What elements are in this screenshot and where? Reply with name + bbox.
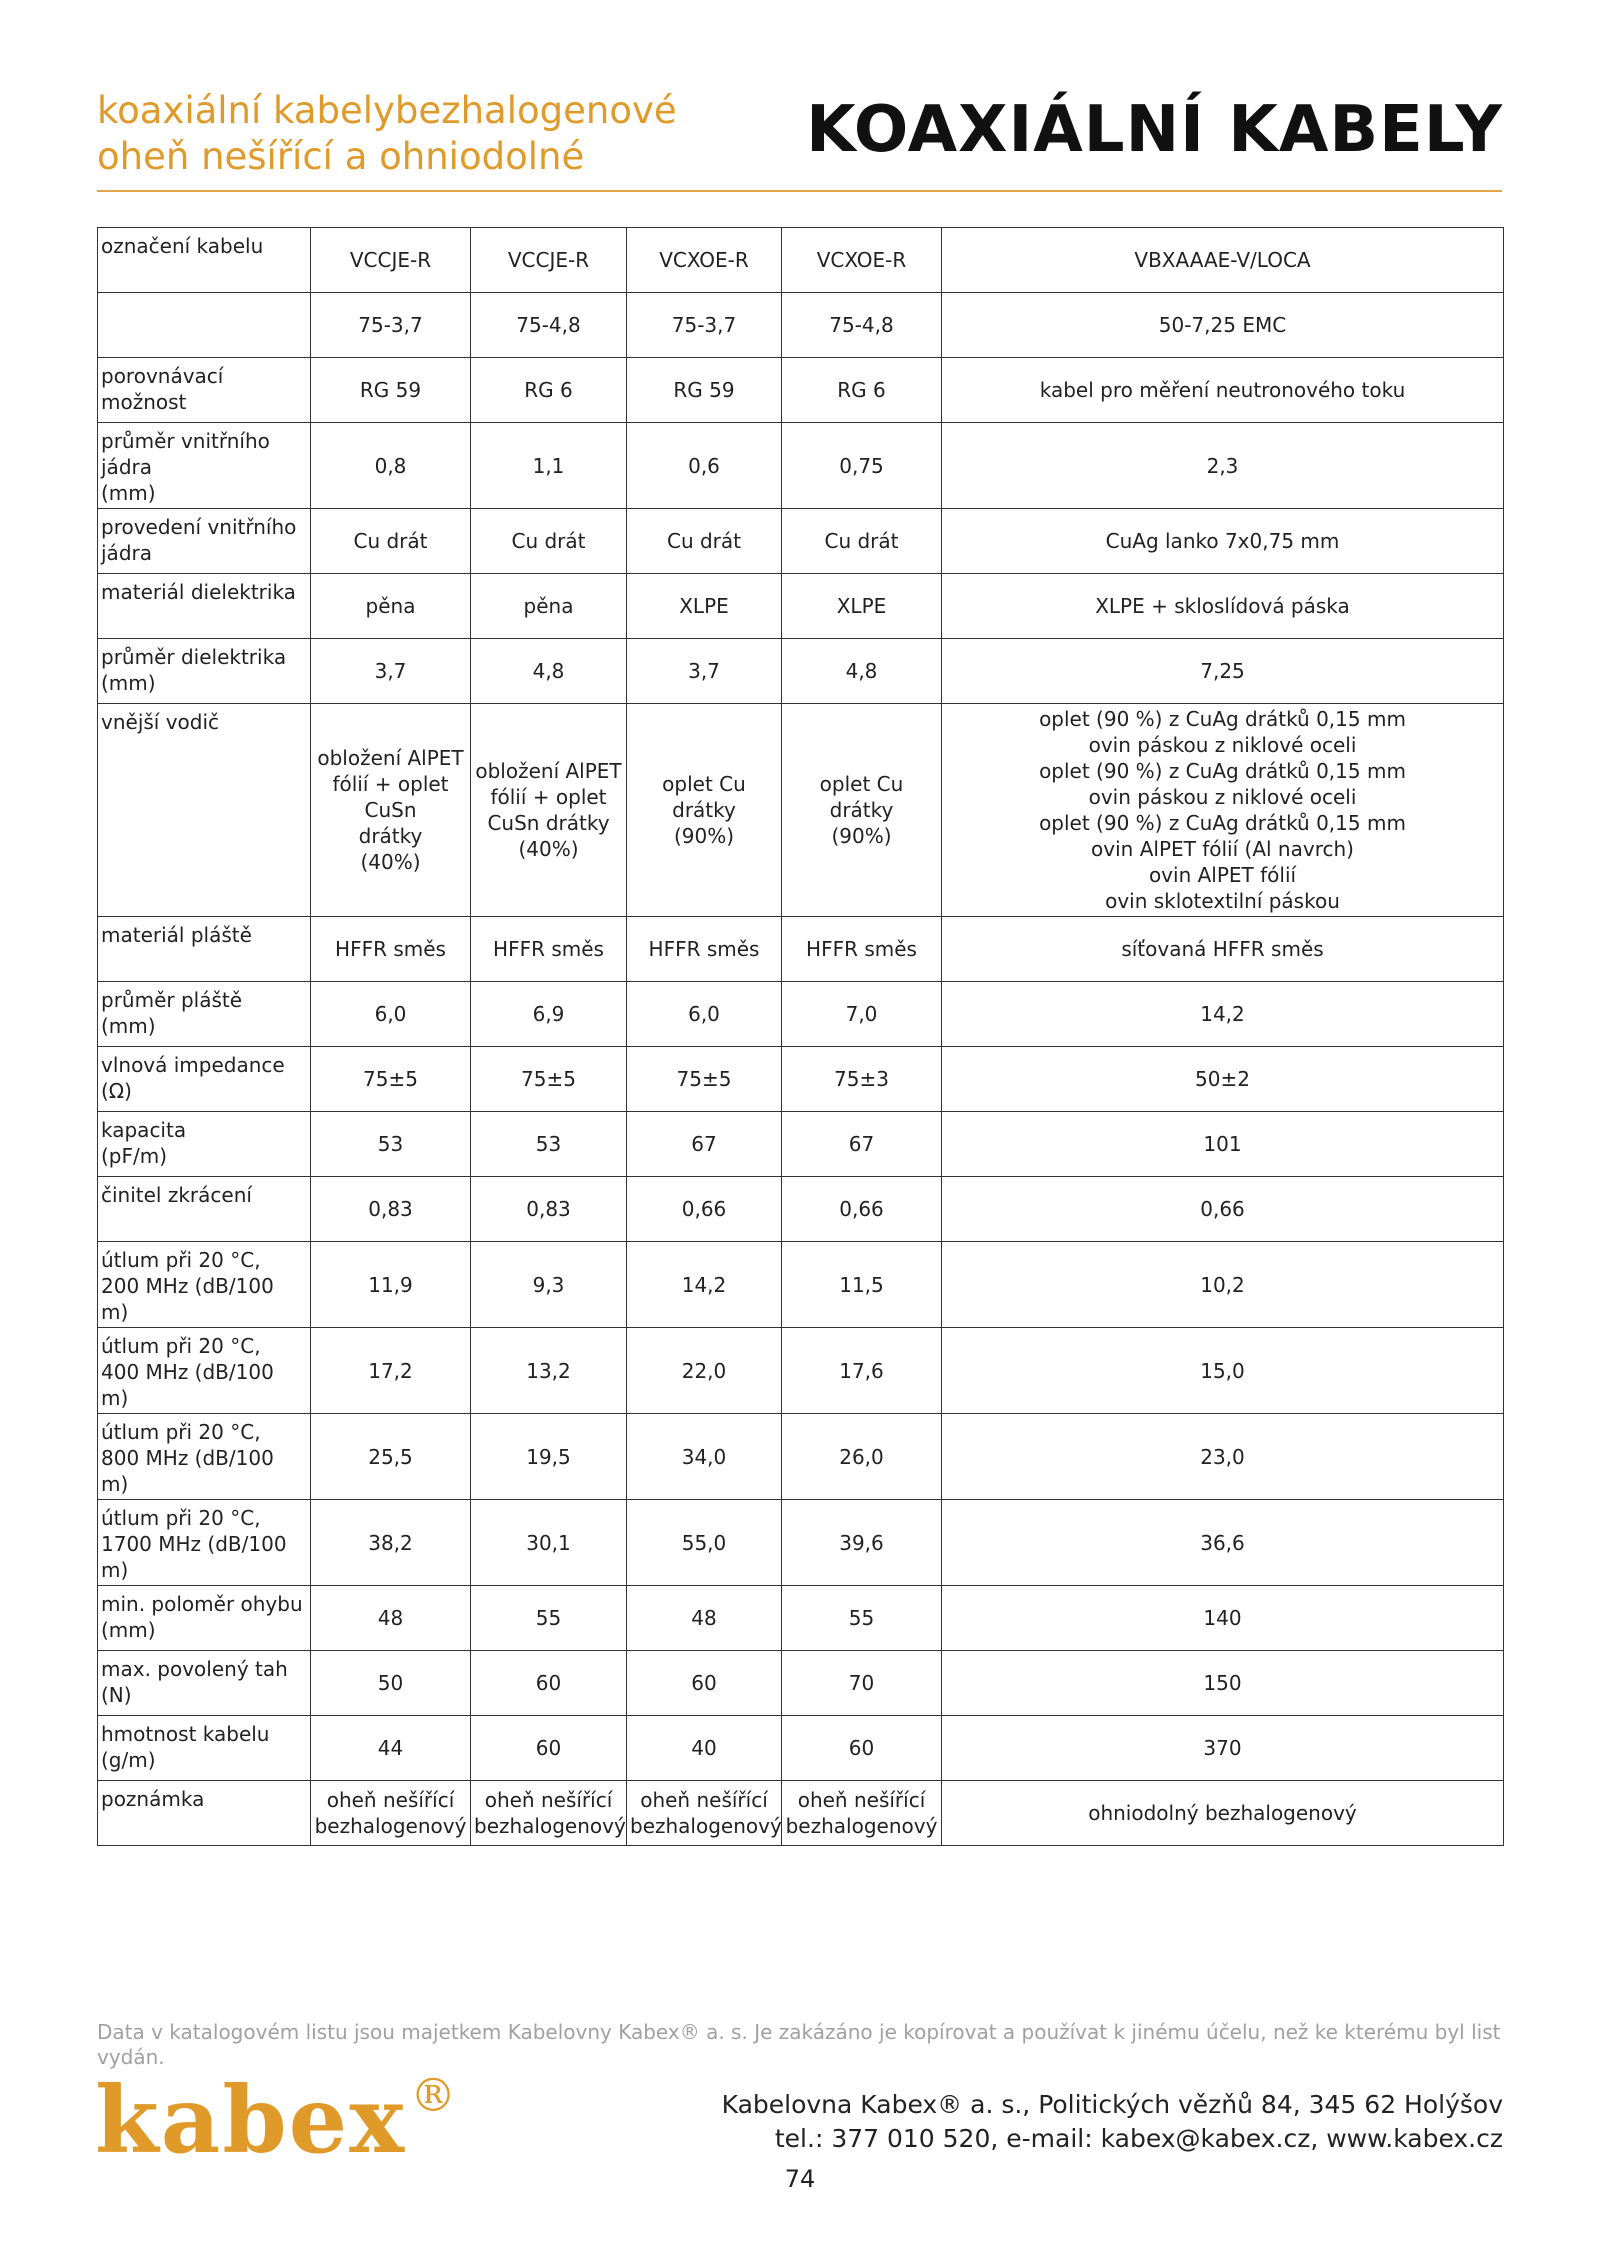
table-cell: 0,83 — [311, 1177, 471, 1242]
row-label-cell: provedení vnitřního jádra — [98, 509, 311, 574]
subtitle-line-2: oheň nešířící a ohniodolné — [97, 135, 585, 178]
table-row — [98, 704, 1504, 917]
table-cell: 0,8 — [311, 423, 471, 509]
table-cell: 39,6 — [782, 1500, 942, 1586]
table-cell: VCCJE-R — [311, 228, 471, 293]
row-label-cell: materiál pláště — [98, 917, 311, 982]
table-cell: 19,5 — [471, 1414, 627, 1500]
table-cell: RG 6 — [782, 358, 942, 423]
table-cell: 38,2 — [311, 1500, 471, 1586]
table-cell: RG 59 — [627, 358, 782, 423]
table-row — [98, 358, 1504, 423]
table-cell: 75-4,8 — [782, 293, 942, 358]
table-cell: HFFR směs — [311, 917, 471, 982]
table-cell: oplet Cu drátky (90%) — [782, 704, 942, 917]
table-cell: HFFR směs — [782, 917, 942, 982]
table-cell: 370 — [942, 1716, 1504, 1781]
table-cell: ohniodolný bezhalogenový — [942, 1781, 1504, 1846]
table-cell: 55,0 — [627, 1500, 782, 1586]
table-row — [98, 1242, 1504, 1328]
table-cell: 17,6 — [782, 1328, 942, 1414]
row-label-cell: útlum při 20 °C, 200 MHz (dB/100 m) — [98, 1242, 311, 1328]
table-cell: 50±2 — [942, 1047, 1504, 1112]
table-row — [98, 1651, 1504, 1716]
table-row — [98, 1781, 1504, 1846]
table-cell: 22,0 — [627, 1328, 782, 1414]
table-cell: 4,8 — [471, 639, 627, 704]
spec-table-body — [98, 228, 1504, 1846]
table-cell: 14,2 — [627, 1242, 782, 1328]
spec-table — [97, 227, 1504, 1846]
table-cell: 55 — [782, 1586, 942, 1651]
table-cell: 25,5 — [311, 1414, 471, 1500]
table-cell: 2,3 — [942, 423, 1504, 509]
table-row — [98, 1112, 1504, 1177]
row-label-cell: porovnávací možnost — [98, 358, 311, 423]
table-cell: 26,0 — [782, 1414, 942, 1500]
table-row — [98, 1047, 1504, 1112]
table-cell: VCXOE-R — [627, 228, 782, 293]
table-cell: 10,2 — [942, 1242, 1504, 1328]
page-title: KOAXIÁLNÍ KABELY — [806, 93, 1503, 167]
table-cell: 67 — [627, 1112, 782, 1177]
table-cell: 101 — [942, 1112, 1504, 1177]
table-cell: 67 — [782, 1112, 942, 1177]
kabex-logo — [95, 2066, 457, 2174]
table-cell: 0,66 — [942, 1177, 1504, 1242]
table-cell: XLPE — [627, 574, 782, 639]
row-label-cell: hmotnost kabelu (g/m) — [98, 1716, 311, 1781]
table-cell: 60 — [627, 1651, 782, 1716]
table-cell: 9,3 — [471, 1242, 627, 1328]
table-cell: 17,2 — [311, 1328, 471, 1414]
row-label-cell: útlum při 20 °C, 800 MHz (dB/100 m) — [98, 1414, 311, 1500]
row-label-cell: poznámka — [98, 1781, 311, 1846]
table-row — [98, 1414, 1504, 1500]
table-cell: VBXAAAE-V/LOCA — [942, 228, 1504, 293]
table-cell: 75-3,7 — [627, 293, 782, 358]
table-cell: 60 — [471, 1651, 627, 1716]
table-cell: RG 6 — [471, 358, 627, 423]
table-cell: HFFR směs — [627, 917, 782, 982]
table-cell: 3,7 — [627, 639, 782, 704]
row-label-cell: vnější vodič — [98, 704, 311, 917]
table-cell: 14,2 — [942, 982, 1504, 1047]
table-cell: 6,0 — [311, 982, 471, 1047]
row-label-cell: kapacita (pF/m) — [98, 1112, 311, 1177]
table-row — [98, 917, 1504, 982]
table-row — [98, 1500, 1504, 1586]
table-cell: 75-4,8 — [471, 293, 627, 358]
table-cell: 60 — [471, 1716, 627, 1781]
company-address — [722, 2088, 1503, 2156]
row-label-cell: vlnová impedance (Ω) — [98, 1047, 311, 1112]
table-cell: kabel pro měření neutronového toku — [942, 358, 1504, 423]
row-label-cell: útlum při 20 °C, 1700 MHz (dB/100 m) — [98, 1500, 311, 1586]
row-label-cell: materiál dielektrika — [98, 574, 311, 639]
table-cell: 75±5 — [311, 1047, 471, 1112]
table-cell: 30,1 — [471, 1500, 627, 1586]
table-row — [98, 982, 1504, 1047]
table-cell: oheň nešířící bezhalogenový — [471, 1781, 627, 1846]
table-cell: 140 — [942, 1586, 1504, 1651]
table-cell: oheň nešířící bezhalogenový — [311, 1781, 471, 1846]
table-cell: 6,0 — [627, 982, 782, 1047]
table-row — [98, 293, 1504, 358]
table-cell: 15,0 — [942, 1328, 1504, 1414]
table-cell: XLPE — [782, 574, 942, 639]
row-label-cell: označení kabelu — [98, 228, 311, 293]
table-cell: obložení AlPET fólií + oplet CuSn drátky (40%) — [311, 704, 471, 917]
table-cell: obložení AlPET fólií + oplet CuSn drátky (40%) — [471, 704, 627, 917]
table-cell: VCCJE-R — [471, 228, 627, 293]
table-cell: 0,66 — [627, 1177, 782, 1242]
row-label-cell: max. povolený tah (N) — [98, 1651, 311, 1716]
table-cell: 0,66 — [782, 1177, 942, 1242]
table-cell: 3,7 — [311, 639, 471, 704]
row-label-cell — [98, 293, 311, 358]
table-cell: pěna — [311, 574, 471, 639]
row-label-cell: min. poloměr ohybu (mm) — [98, 1586, 311, 1651]
logo-wordmark: kabex — [95, 2066, 407, 2174]
copyright-disclaimer: Data v katalogovém listu jsou majetkem Kabelovny Kabex® a. s. Je zakázáno je kopírovat a používat k jinému účelu, než ke kterému byl list vydán. — [97, 2020, 1501, 2069]
table-cell: 150 — [942, 1651, 1504, 1716]
table-cell: 48 — [627, 1586, 782, 1651]
header-divider — [97, 190, 1502, 192]
table-cell: 0,83 — [471, 1177, 627, 1242]
table-cell: 53 — [471, 1112, 627, 1177]
row-label-cell: průměr pláště (mm) — [98, 982, 311, 1047]
table-row — [98, 1328, 1504, 1414]
table-cell: 4,8 — [782, 639, 942, 704]
table-cell: oplet Cu drátky (90%) — [627, 704, 782, 917]
table-cell: 36,6 — [942, 1500, 1504, 1586]
subtitle-line-1: koaxiální kabelybezhalogenové — [97, 89, 677, 132]
table-cell: 13,2 — [471, 1328, 627, 1414]
table-cell: 7,0 — [782, 982, 942, 1047]
table-cell: 34,0 — [627, 1414, 782, 1500]
table-row — [98, 509, 1504, 574]
table-cell: 75±3 — [782, 1047, 942, 1112]
table-row — [98, 639, 1504, 704]
table-cell: 70 — [782, 1651, 942, 1716]
row-label-cell: činitel zkrácení — [98, 1177, 311, 1242]
table-cell: oplet (90 %) z CuAg drátků 0,15 mm ovin páskou z niklové oceli oplet (90 %) z CuAg drátků 0,15 mm ovin páskou z niklové oceli oplet (90 %) z CuAg drátků 0,15 mm ovin AlPET fólií (Al navrch) ovin AlPET fólií ovin sklotextilní páskou — [942, 704, 1504, 917]
table-cell: 0,6 — [627, 423, 782, 509]
table-row — [98, 228, 1504, 293]
table-cell: oheň nešířící bezhalogenový — [627, 1781, 782, 1846]
table-cell: VCXOE-R — [782, 228, 942, 293]
table-cell: 11,9 — [311, 1242, 471, 1328]
table-cell: oheň nešířící bezhalogenový — [782, 1781, 942, 1846]
row-label-cell: průměr vnitřního jádra (mm) — [98, 423, 311, 509]
table-row — [98, 1716, 1504, 1781]
page-subtitle — [97, 88, 677, 180]
table-cell: 0,75 — [782, 423, 942, 509]
table-cell: 50-7,25 EMC — [942, 293, 1504, 358]
address-line-1: Kabelovna Kabex® a. s., Politických vězňů 84, 345 62 Holýšov — [721, 2090, 1503, 2119]
table-cell: síťovaná HFFR směs — [942, 917, 1504, 982]
page-number: 74 — [784, 2165, 816, 2193]
table-cell: 48 — [311, 1586, 471, 1651]
table-cell: pěna — [471, 574, 627, 639]
table-cell: 7,25 — [942, 639, 1504, 704]
table-row — [98, 423, 1504, 509]
row-label-cell: útlum při 20 °C, 400 MHz (dB/100 m) — [98, 1328, 311, 1414]
table-cell: RG 59 — [311, 358, 471, 423]
table-cell: 6,9 — [471, 982, 627, 1047]
table-row — [98, 1586, 1504, 1651]
row-label-cell: průměr dielektrika (mm) — [98, 639, 311, 704]
address-line-2: tel.: 377 010 520, e-mail: kabex@kabex.cz, www.kabex.cz — [774, 2124, 1503, 2153]
table-cell: Cu drát — [782, 509, 942, 574]
table-cell: XLPE + skloslídová páska — [942, 574, 1504, 639]
table-cell: Cu drát — [627, 509, 782, 574]
table-cell: 75±5 — [471, 1047, 627, 1112]
table-cell: 75±5 — [627, 1047, 782, 1112]
table-cell: 11,5 — [782, 1242, 942, 1328]
table-cell: HFFR směs — [471, 917, 627, 982]
table-cell: 1,1 — [471, 423, 627, 509]
table-cell: 60 — [782, 1716, 942, 1781]
table-cell: 53 — [311, 1112, 471, 1177]
table-cell: 55 — [471, 1586, 627, 1651]
table-cell: 40 — [627, 1716, 782, 1781]
table-cell: 75-3,7 — [311, 293, 471, 358]
table-cell: CuAg lanko 7x0,75 mm — [942, 509, 1504, 574]
table-cell: Cu drát — [471, 509, 627, 574]
table-row — [98, 1177, 1504, 1242]
table-cell: Cu drát — [311, 509, 471, 574]
registered-mark: ® — [410, 2068, 457, 2122]
table-cell: 44 — [311, 1716, 471, 1781]
table-row — [98, 574, 1504, 639]
table-cell: 23,0 — [942, 1414, 1504, 1500]
table-cell: 50 — [311, 1651, 471, 1716]
